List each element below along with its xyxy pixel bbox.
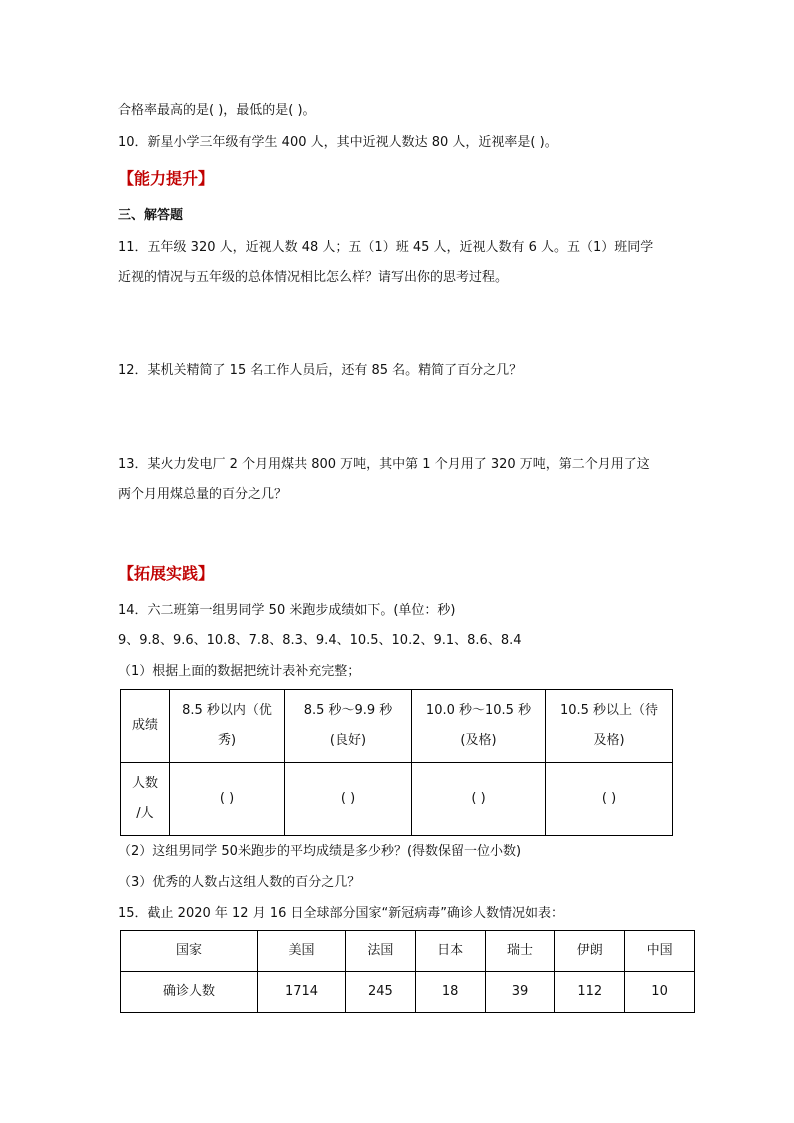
table-header-cell — [121, 763, 170, 836]
cell-text: 10.0 秒～10.5 秒 — [425, 703, 532, 718]
question-14: 14．六二班第一组男同学 50 米跑步成绩如下。(单位：秒) — [118, 603, 456, 618]
table-row — [121, 972, 695, 1013]
question-11-line1: 11．五年级 320 人，近视人数 48 人；五（1）班 45 人，近视人数有 6 人。五（1）班同学 — [118, 240, 654, 255]
question-13-line2: 两个月用煤总量的百分之几？ — [118, 487, 288, 502]
table-header-cell: 瑞士 — [485, 931, 555, 972]
answer-blank-cell[interactable]: ( ) — [285, 763, 412, 836]
table-header-cell: 成绩 — [121, 690, 170, 763]
covid-cases-table — [120, 930, 695, 1013]
table-header-cell — [546, 690, 673, 763]
question-11-line2: 近视的情况与五年级的总体情况相比怎么样？请写出你的思考过程。 — [118, 270, 509, 285]
question-15: 15．截止 2020 年 12 月 16 日全球部分国家“新冠病毒”确诊人数情况如表： — [118, 906, 564, 921]
table-header-cell: 日本 — [415, 931, 485, 972]
question-13-line1: 13．某火力发电厂 2 个月用煤共 800 万吨，其中第 1 个月用了 320 万吨，第二个月用了这 — [118, 457, 650, 472]
cell-text: /人 — [136, 806, 154, 821]
table-header-cell: 中国 — [625, 931, 695, 972]
table-header-cell: 伊朗 — [555, 931, 625, 972]
question-14-part3: （3）优秀的人数占这组人数的百分之几？ — [118, 875, 361, 890]
table-cell: 10 — [625, 972, 695, 1013]
table-cell: 245 — [346, 972, 416, 1013]
table-cell: 112 — [555, 972, 625, 1013]
cell-text: 10.5 秒以上（待 — [559, 703, 659, 718]
question-14-part2: （2）这组男同学 50米跑步的平均成绩是多少秒？(得数保留一位小数) — [118, 844, 522, 859]
question-12: 12．某机关精简了 15 名工作人员后，还有 85 名。精简了百分之几？ — [118, 363, 523, 378]
score-table — [120, 689, 673, 836]
table-header-cell — [285, 690, 412, 763]
cell-text: 8.5 秒～9.9 秒 — [303, 703, 393, 718]
section-heading-extension: 【拓展实践】 — [118, 564, 215, 583]
answer-blank-cell[interactable]: ( ) — [546, 763, 673, 836]
cell-text: (良好) — [329, 733, 367, 748]
question-14-data: 9、9.8、9.6、10.8、7.8、8.3、9.4、10.5、10.2、9.1、8.6、8.4 — [118, 633, 522, 648]
question-10: 10．新星小学三年级有学生 400 人，其中近视人数达 80 人，近视率是( )。 — [118, 135, 558, 150]
table-cell: 18 — [415, 972, 485, 1013]
table-header-cell: 法国 — [346, 931, 416, 972]
table-header-cell: 国家 — [121, 931, 258, 972]
table-cell: 确诊人数 — [121, 972, 258, 1013]
table-header-cell: 美国 — [257, 931, 345, 972]
table-header-cell — [412, 690, 546, 763]
cell-text: (及格) — [460, 733, 497, 748]
table-cell: 1714 — [257, 972, 345, 1013]
section-heading-ability: 【能力提升】 — [118, 169, 215, 188]
cell-text: 人数 — [131, 776, 158, 791]
cell-text: 及格) — [593, 733, 625, 748]
question-14-part1: （1）根据上面的数据把统计表补充完整； — [118, 664, 361, 679]
question-9-continued: 合格率最高的是( )，最低的是( )。 — [118, 103, 316, 118]
table-cell: 39 — [485, 972, 555, 1013]
table-header-cell — [170, 690, 285, 763]
answer-blank-cell[interactable]: ( ) — [170, 763, 285, 836]
table-row — [121, 931, 695, 972]
table-row — [121, 690, 673, 763]
table-row — [121, 763, 673, 836]
cell-text: 秀) — [217, 733, 237, 748]
answer-blank-cell[interactable]: ( ) — [412, 763, 546, 836]
subheading-answer-questions: 三、解答题 — [118, 208, 184, 223]
cell-text: 8.5 秒以内（优 — [182, 703, 272, 718]
